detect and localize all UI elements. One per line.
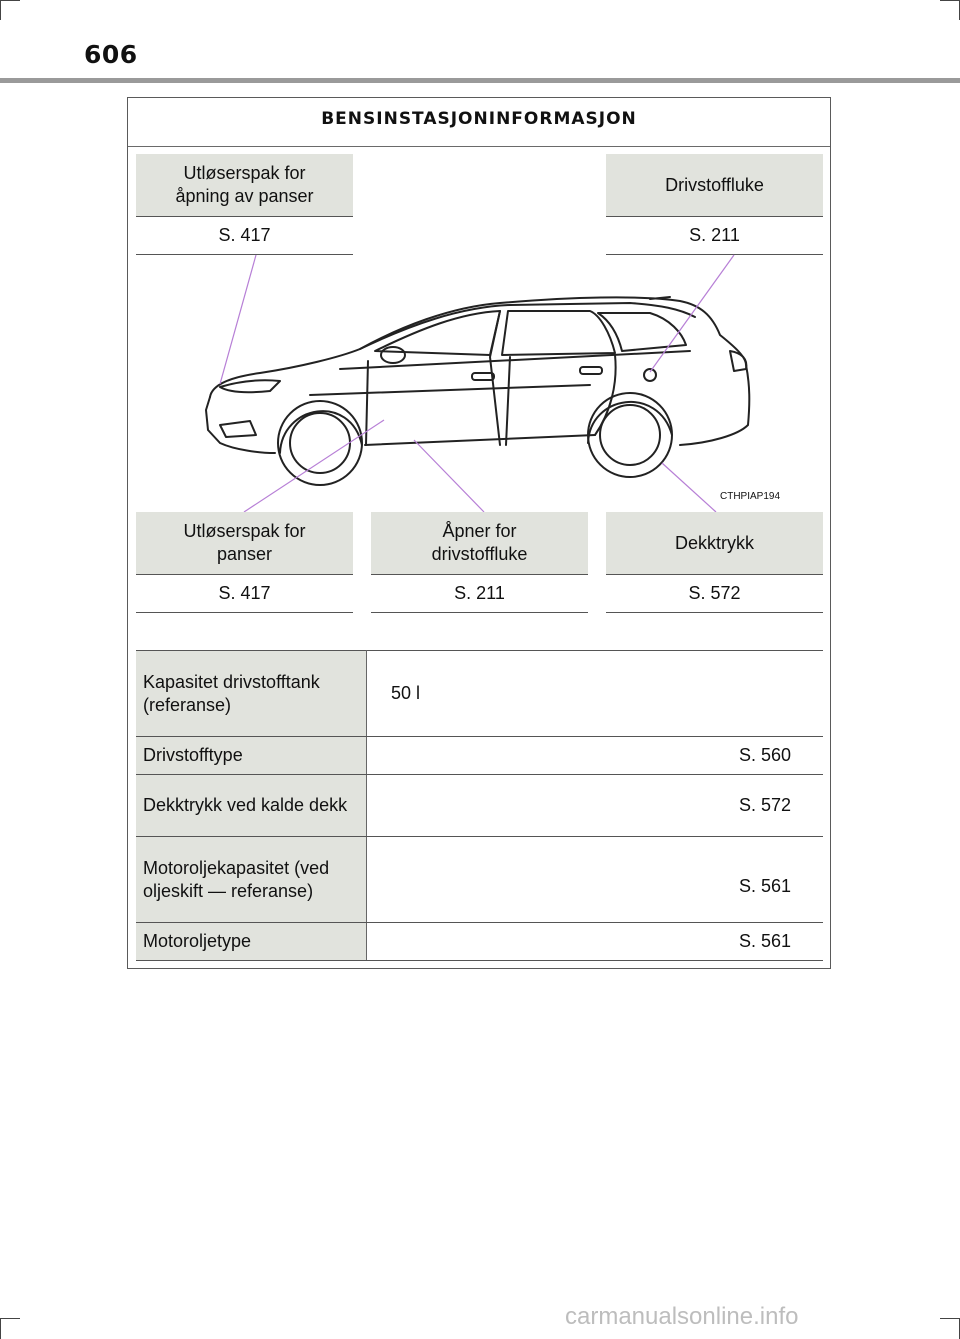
label-fuel-door-opener: Åpner for drivstoffluke — [371, 512, 588, 575]
image-code: CTHPIAP194 — [720, 491, 781, 502]
label-fuel-door: Drivstoffluke — [606, 154, 823, 217]
spec-value[interactable]: S. 572 — [367, 775, 824, 837]
ref-hood-release-lever[interactable]: S. 417 — [136, 217, 353, 255]
spec-label: Motoroljetype — [136, 923, 367, 961]
spec-label: Dekktrykk ved kalde dekk — [136, 775, 367, 837]
table-row — [136, 737, 823, 775]
ref-fuel-door[interactable]: S. 211 — [606, 217, 823, 255]
spec-value[interactable]: S. 561 — [367, 923, 824, 961]
spec-table — [136, 650, 823, 961]
page-number: 606 — [84, 40, 138, 69]
spec-value[interactable]: S. 561 — [367, 837, 824, 923]
watermark: carmanualsonline.info — [565, 1303, 799, 1330]
crop-mark — [940, 1318, 960, 1319]
panel-title: BENSINSTASJONINFORMASJON — [128, 98, 830, 147]
spec-label: Kapasitet drivstofftank (referanse) — [136, 651, 367, 737]
spec-value: 50 l — [367, 651, 824, 737]
table-row — [136, 923, 823, 961]
car-illustration — [190, 285, 770, 490]
crop-mark — [0, 0, 1, 20]
table-row — [136, 775, 823, 837]
table-row — [136, 651, 823, 737]
ref-fuel-door-opener[interactable]: S. 211 — [371, 575, 588, 613]
spec-label: Motoroljekapasitet (ved oljeskift — referanse) — [136, 837, 367, 923]
crop-mark — [0, 1318, 1, 1339]
crop-mark — [0, 1318, 20, 1319]
label-tire-pressure: Dekktrykk — [606, 512, 823, 575]
table-row — [136, 837, 823, 923]
crop-mark — [0, 0, 20, 1]
ref-hood-lever[interactable]: S. 417 — [136, 575, 353, 613]
spec-value[interactable]: S. 560 — [367, 737, 824, 775]
header-rule — [0, 78, 960, 83]
spec-label: Drivstofftype — [136, 737, 367, 775]
ref-tire-pressure[interactable]: S. 572 — [606, 575, 823, 613]
label-hood-lever: Utløserspak for panser — [136, 512, 353, 575]
label-hood-release-lever: Utløserspak for åpning av panser — [136, 154, 353, 217]
crop-mark — [940, 0, 960, 1]
